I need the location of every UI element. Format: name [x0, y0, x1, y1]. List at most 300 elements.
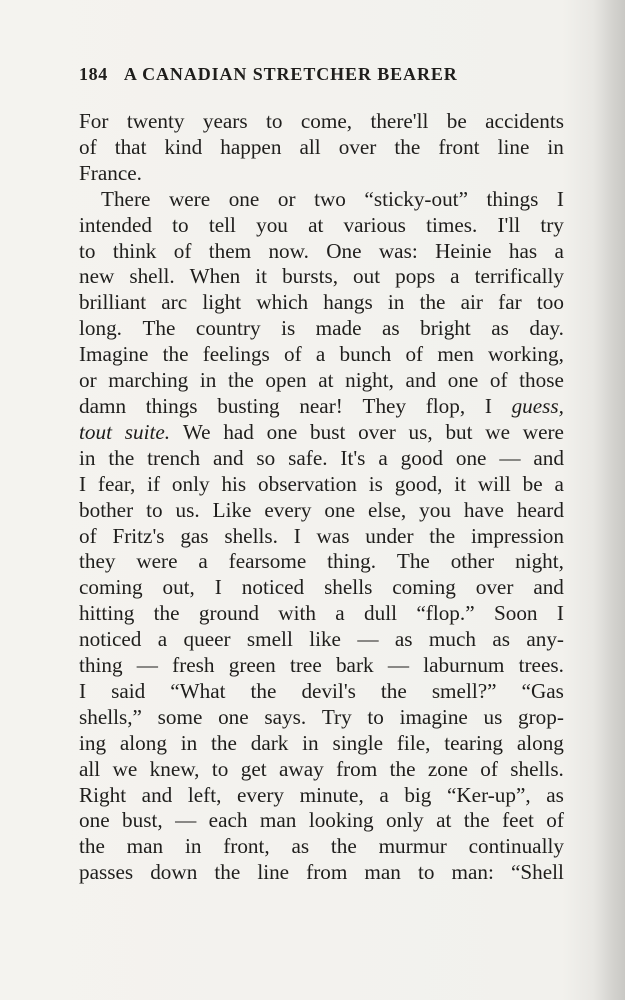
word: grop-	[518, 704, 564, 729]
word: of	[79, 134, 97, 159]
word: a	[315, 342, 326, 367]
word: arc	[161, 290, 188, 315]
word: to	[265, 109, 283, 133]
word: impression	[470, 523, 564, 548]
word: country	[195, 316, 261, 341]
word: of	[79, 523, 97, 548]
text-line	[79, 653, 564, 679]
word: as	[382, 316, 400, 341]
word: smell	[246, 627, 293, 652]
word: marching	[108, 368, 189, 393]
word: a	[450, 264, 460, 289]
word: day.	[529, 316, 564, 341]
word: us	[483, 704, 503, 729]
word: open	[265, 368, 307, 393]
word: or	[277, 186, 296, 211]
body-text	[79, 109, 564, 886]
word: as	[546, 782, 564, 807]
word: the	[419, 290, 446, 315]
word: far	[498, 290, 522, 315]
word: Try	[321, 704, 352, 729]
word: file,	[396, 730, 431, 755]
word: get	[240, 756, 267, 781]
word: to	[146, 497, 163, 522]
text-line	[79, 601, 564, 627]
word: working,	[488, 342, 564, 367]
word: as	[492, 627, 510, 652]
word: at	[308, 212, 324, 237]
word: The	[142, 316, 176, 341]
word: a	[198, 549, 208, 574]
word: left,	[187, 782, 222, 807]
word: coming	[79, 575, 143, 600]
word: men	[437, 342, 474, 367]
word: the	[162, 342, 189, 367]
word: thing.	[327, 549, 377, 574]
text-line	[79, 316, 564, 342]
word: his	[221, 471, 247, 496]
word: out,	[162, 575, 195, 600]
word: thing	[79, 653, 123, 678]
word: looking	[308, 808, 374, 833]
word: be	[522, 471, 543, 496]
word: and	[533, 445, 564, 470]
word: is	[281, 316, 296, 341]
word: hitting	[79, 601, 135, 626]
word: I	[214, 575, 222, 600]
word: man	[126, 834, 164, 859]
word: were	[168, 186, 211, 211]
word: at	[436, 808, 452, 833]
word: try	[540, 212, 564, 237]
word: one	[447, 368, 479, 393]
word: I	[556, 601, 564, 626]
word: suite.	[124, 419, 171, 444]
word: brilliant	[79, 290, 147, 315]
word: one	[266, 419, 298, 444]
word: guess,	[511, 393, 564, 418]
word: bright	[420, 316, 471, 341]
word: the	[463, 808, 490, 833]
word: in	[302, 730, 319, 755]
word: us.	[175, 497, 200, 522]
word: it	[255, 264, 268, 289]
word: hangs	[323, 290, 373, 315]
word: any-	[526, 627, 564, 652]
word: over	[338, 134, 377, 159]
word: noticed	[79, 627, 142, 652]
word: pops	[395, 264, 436, 289]
word: else,	[367, 497, 407, 522]
word: Heinie	[435, 238, 492, 263]
text-line	[79, 213, 564, 239]
word: a	[335, 601, 345, 626]
word: zone	[427, 756, 468, 781]
word: each	[208, 808, 248, 833]
word: they	[79, 549, 116, 574]
word: but	[445, 419, 473, 444]
word: the	[211, 730, 237, 755]
text-line	[79, 834, 564, 860]
word: fresh	[172, 653, 215, 678]
word: the	[330, 834, 357, 859]
word: feet	[502, 808, 534, 833]
word: and	[533, 575, 564, 600]
word: from	[306, 860, 348, 885]
word: a	[379, 782, 389, 807]
text-line	[79, 239, 564, 265]
word: safe.	[288, 445, 328, 470]
text-line	[79, 627, 564, 653]
word: terrifically	[474, 264, 564, 289]
word: line	[257, 860, 290, 885]
word: Like	[212, 497, 252, 522]
word: a	[157, 627, 168, 652]
word: good	[400, 445, 443, 470]
word: two	[314, 186, 346, 211]
text-line	[79, 731, 564, 757]
word: one	[455, 445, 487, 470]
text-line	[79, 549, 564, 575]
text-line	[79, 472, 564, 498]
word: shells.	[510, 756, 564, 781]
word: to	[172, 212, 189, 237]
word: I	[556, 186, 564, 211]
word: good,	[394, 471, 443, 496]
text-line	[79, 342, 564, 368]
word: were	[136, 549, 178, 574]
text-line	[79, 161, 564, 187]
word: with	[278, 601, 316, 626]
word: or	[79, 368, 97, 393]
text-line	[79, 679, 564, 705]
word: a	[378, 445, 388, 470]
word: think	[112, 238, 157, 263]
word: tell	[208, 212, 236, 237]
word: over	[358, 419, 396, 444]
word: of	[405, 342, 424, 367]
word: under	[365, 523, 414, 548]
word: continually	[468, 834, 564, 859]
word: man:	[451, 860, 494, 885]
text-line	[79, 757, 564, 783]
word: front	[438, 134, 480, 159]
word: of	[546, 808, 564, 833]
word: —	[499, 445, 521, 470]
word: The	[396, 549, 430, 574]
word: green	[228, 653, 276, 678]
word: shells.	[224, 523, 278, 548]
word: various	[343, 212, 406, 237]
text-line	[79, 446, 564, 472]
text-line	[79, 420, 564, 446]
word: passes	[79, 860, 134, 885]
word: a	[554, 238, 564, 263]
word: There	[101, 186, 151, 211]
word: things	[145, 393, 198, 418]
word: the	[389, 756, 416, 781]
word: some	[157, 704, 203, 729]
word: in	[180, 730, 198, 755]
word: to	[211, 756, 229, 781]
word: those	[519, 368, 564, 393]
word: as	[291, 834, 310, 859]
word: only	[171, 471, 210, 496]
word: man	[364, 860, 401, 885]
word: the	[394, 134, 421, 159]
word: at	[318, 368, 334, 393]
word: us,	[408, 419, 433, 444]
word: were	[522, 419, 564, 444]
word: much	[428, 627, 476, 652]
word: “Ker-up”,	[446, 782, 531, 807]
word: flop,	[425, 393, 466, 418]
word: —	[175, 808, 197, 833]
word: times.	[426, 212, 478, 237]
word: the	[227, 368, 254, 393]
word: says.	[264, 704, 307, 729]
word: be	[446, 109, 467, 133]
text-line	[79, 860, 564, 886]
word: as	[394, 627, 413, 652]
word: one	[324, 497, 356, 522]
word: down	[150, 860, 198, 885]
word: so	[256, 445, 276, 470]
word: and	[141, 782, 173, 807]
word: damn	[79, 393, 127, 418]
word: I	[79, 471, 87, 496]
word: “Shell	[510, 860, 564, 885]
word: Fritz's	[112, 523, 165, 548]
text-line	[79, 187, 564, 213]
word: that	[114, 134, 147, 159]
word: in	[387, 290, 405, 315]
word: observation	[258, 471, 357, 496]
word: bark	[335, 653, 374, 678]
word: and	[405, 368, 437, 393]
word: bunch	[339, 342, 392, 367]
word: busting	[217, 393, 280, 418]
word: murmur	[378, 834, 447, 859]
word: man	[259, 808, 297, 833]
word: fear,	[97, 471, 136, 496]
word: said	[111, 678, 146, 703]
text-line	[79, 783, 564, 809]
word: night,	[345, 368, 394, 393]
word: the	[108, 445, 135, 470]
word: night,	[515, 549, 564, 574]
text-line	[79, 524, 564, 550]
word: twenty	[126, 109, 185, 133]
word: single	[332, 730, 384, 755]
word: noticed	[241, 575, 305, 600]
word: tearing	[444, 730, 504, 755]
word: if	[147, 471, 161, 496]
word: dark	[250, 730, 289, 755]
word: along	[119, 730, 167, 755]
word: trees.	[518, 653, 564, 678]
word: One	[326, 238, 362, 263]
word: is	[368, 471, 383, 496]
word: France.	[79, 160, 142, 185]
word: there'll	[370, 109, 429, 133]
word: all	[299, 134, 321, 159]
word: “sticky-out”	[364, 186, 468, 211]
word: shells,”	[79, 704, 142, 729]
word: kind	[164, 134, 203, 159]
word: bursts,	[282, 264, 338, 289]
word: air	[460, 290, 483, 315]
word: we	[112, 756, 138, 781]
word: I	[484, 393, 492, 418]
word: was	[316, 523, 350, 548]
word: shells	[324, 575, 373, 600]
word: I'll	[497, 212, 521, 237]
word: bust,	[122, 808, 163, 833]
word: the	[380, 678, 407, 703]
word: every	[236, 782, 285, 807]
text-line	[79, 394, 564, 420]
word: smell?”	[431, 678, 497, 703]
word: fearsome	[228, 549, 307, 574]
word: gas	[180, 523, 209, 548]
word: in	[199, 368, 217, 393]
word: “flop.”	[416, 601, 475, 626]
word: of	[173, 238, 192, 263]
text-line	[79, 368, 564, 394]
word: “What	[170, 678, 226, 703]
word: front,	[223, 834, 270, 859]
word: When	[189, 264, 241, 289]
word: the	[79, 834, 105, 859]
word: new	[79, 264, 115, 289]
word: tout	[79, 419, 112, 444]
word: all	[79, 756, 101, 781]
word: had	[223, 419, 254, 444]
word: “Gas	[521, 678, 564, 703]
word: made	[315, 316, 362, 341]
word: one	[228, 186, 260, 211]
word: shell.	[129, 264, 175, 289]
word: like	[309, 627, 341, 652]
word: devil's	[301, 678, 356, 703]
word: They	[362, 393, 407, 418]
word: them	[208, 238, 252, 263]
word: to	[367, 704, 384, 729]
word: now.	[268, 238, 309, 263]
word: in	[184, 834, 202, 859]
word: the	[429, 523, 456, 548]
word: along	[516, 730, 564, 755]
word: a	[554, 471, 564, 496]
word: come,	[300, 109, 353, 133]
word: dull	[364, 601, 398, 626]
word: have	[463, 497, 504, 522]
running-header	[79, 64, 569, 85]
word: ground	[198, 601, 259, 626]
text-line	[79, 808, 564, 834]
word: I	[293, 523, 301, 548]
word: will	[477, 471, 511, 496]
word: intended	[79, 212, 152, 237]
word: years	[202, 109, 248, 133]
text-line	[79, 264, 564, 290]
text-line	[79, 109, 564, 135]
text-line	[79, 290, 564, 316]
text-line	[79, 135, 564, 161]
word: knew,	[149, 756, 200, 781]
word: light	[202, 290, 242, 315]
word: Imagine	[79, 342, 149, 367]
word: and	[212, 445, 244, 470]
word: accidents	[485, 109, 564, 133]
word: tree	[289, 653, 322, 678]
word: bust	[310, 419, 346, 444]
word: in	[547, 134, 564, 159]
word: line	[497, 134, 530, 159]
word: happen	[220, 134, 282, 159]
word: —	[387, 653, 409, 678]
word: of	[480, 756, 498, 781]
word: —	[136, 653, 158, 678]
word: the	[153, 601, 180, 626]
word: away	[278, 756, 324, 781]
word: For	[79, 109, 109, 133]
word: other	[450, 549, 495, 574]
word: queer	[183, 627, 231, 652]
text-line	[79, 705, 564, 731]
word: bother	[79, 497, 134, 522]
word: minute,	[299, 782, 364, 807]
word: in	[79, 445, 96, 470]
word: from	[336, 756, 378, 781]
word: We	[182, 419, 211, 444]
word: things	[486, 186, 539, 211]
word: near!	[299, 393, 343, 418]
word: to	[79, 238, 96, 263]
word: long.	[79, 316, 122, 341]
word: trench	[147, 445, 201, 470]
word: has	[508, 238, 538, 263]
word: the	[250, 678, 277, 703]
text-line	[79, 575, 564, 601]
word: of	[284, 342, 302, 367]
word: only	[385, 808, 424, 833]
word: the	[214, 860, 241, 885]
word: we	[485, 419, 511, 444]
word: coming	[392, 575, 456, 600]
word: feelings	[202, 342, 270, 367]
word: laburnum	[423, 653, 505, 678]
word: it	[454, 471, 466, 496]
word: It's	[340, 445, 366, 470]
word: you	[256, 212, 288, 237]
running-title: A CANADIAN STRETCHER BEARER	[123, 64, 458, 84]
word: one	[218, 704, 249, 729]
word: I	[79, 678, 87, 703]
word: was:	[378, 238, 418, 263]
word: Right	[79, 782, 127, 807]
word: heard	[516, 497, 564, 522]
word: which	[256, 290, 309, 315]
word: you	[419, 497, 451, 522]
word: of	[489, 368, 508, 393]
word: one	[79, 808, 110, 833]
word: imagine	[399, 704, 468, 729]
word: out	[353, 264, 381, 289]
word: ing	[79, 730, 107, 755]
word: big	[404, 782, 432, 807]
